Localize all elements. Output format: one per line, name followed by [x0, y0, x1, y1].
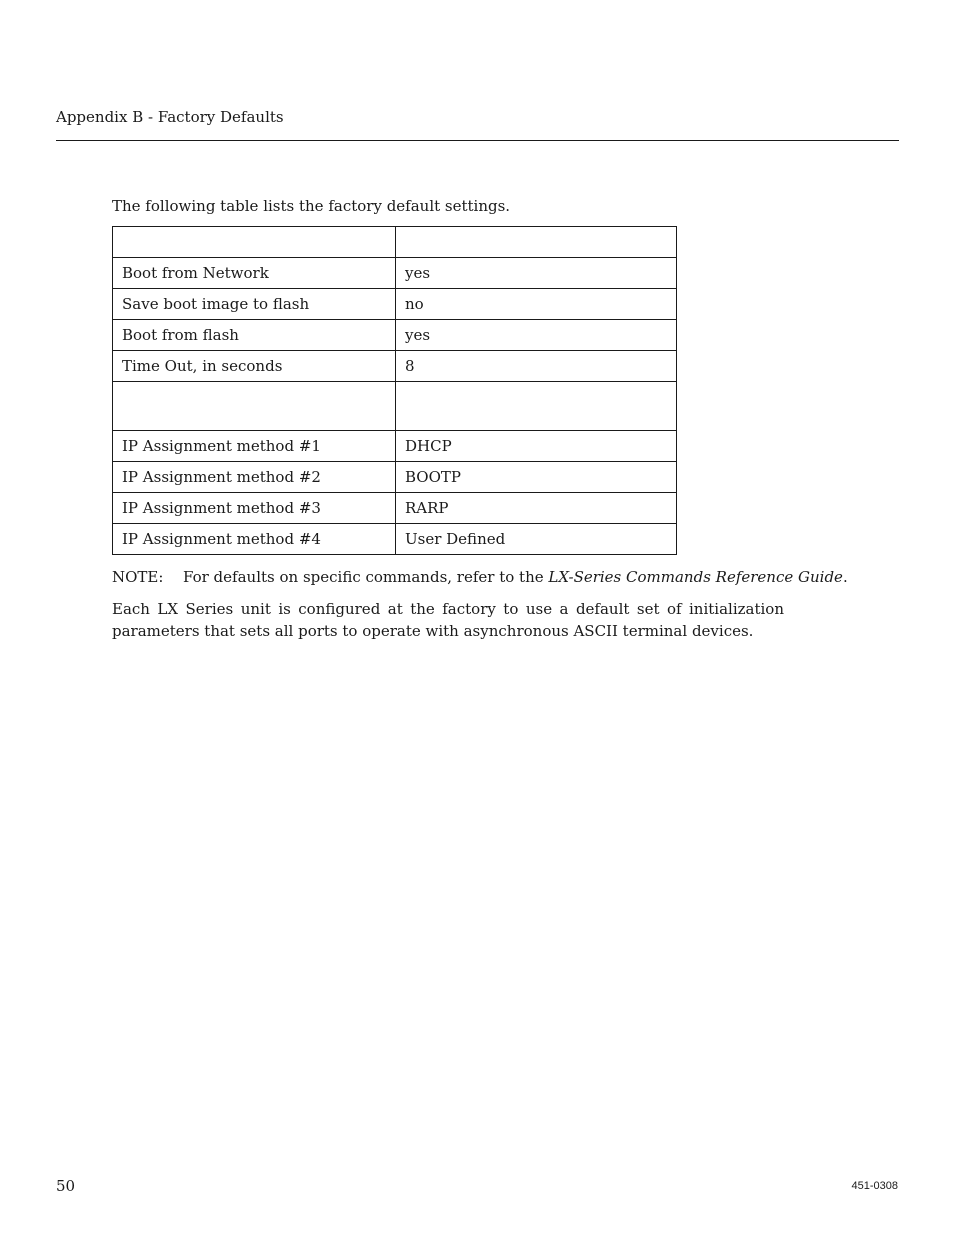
value-cell: yes: [396, 258, 677, 289]
setting-cell: IP Assignment method #4: [113, 524, 396, 555]
table-row: [113, 462, 677, 493]
table-header-row: [113, 227, 677, 258]
factory-defaults-table: [112, 226, 677, 555]
value-cell: 8: [396, 351, 677, 382]
setting-cell: Boot from Network: [113, 258, 396, 289]
table-row: [113, 431, 677, 462]
setting-cell: [113, 382, 396, 431]
value-cell: no: [396, 289, 677, 320]
value-cell: BOOTP: [396, 462, 677, 493]
table-header-cell: [396, 227, 677, 258]
note-text: For defaults on specific commands, refer to the: [183, 568, 549, 586]
setting-cell: IP Assignment method #1: [113, 431, 396, 462]
document-number: 451-0308: [851, 1180, 898, 1192]
note: [112, 568, 848, 586]
setting-cell: Save boot image to flash: [113, 289, 396, 320]
note-label: NOTE:: [112, 568, 164, 586]
value-cell: User Defined: [396, 524, 677, 555]
table-header-cell: [113, 227, 396, 258]
page-number: 50: [56, 1177, 76, 1195]
value-cell: RARP: [396, 493, 677, 524]
running-header: Appendix B - Factory Defaults: [56, 108, 284, 126]
header-divider: [56, 140, 899, 141]
reference-guide-title: LX-Series Commands Reference Guide: [548, 568, 843, 586]
value-cell: yes: [396, 320, 677, 351]
note-text-end: .: [842, 568, 848, 586]
table-row: [113, 524, 677, 555]
table-row: [113, 289, 677, 320]
table-section-row: [113, 382, 677, 431]
table-row: [113, 320, 677, 351]
table-row: [113, 351, 677, 382]
setting-cell: Time Out, in seconds: [113, 351, 396, 382]
table-row: [113, 258, 677, 289]
setting-cell: Boot from flash: [113, 320, 396, 351]
setting-cell: IP Assignment method #2: [113, 462, 396, 493]
setting-cell: IP Assignment method #3: [113, 493, 396, 524]
body-paragraph: Each LX Series unit is configured at the factory to use a default set of initialization parameters that sets all ports to operate with asynchronous ASCII terminal devices.: [112, 600, 784, 640]
value-cell: [396, 382, 677, 431]
table-row: [113, 493, 677, 524]
intro-text: The following table lists the factory default settings.: [112, 197, 511, 215]
value-cell: DHCP: [396, 431, 677, 462]
